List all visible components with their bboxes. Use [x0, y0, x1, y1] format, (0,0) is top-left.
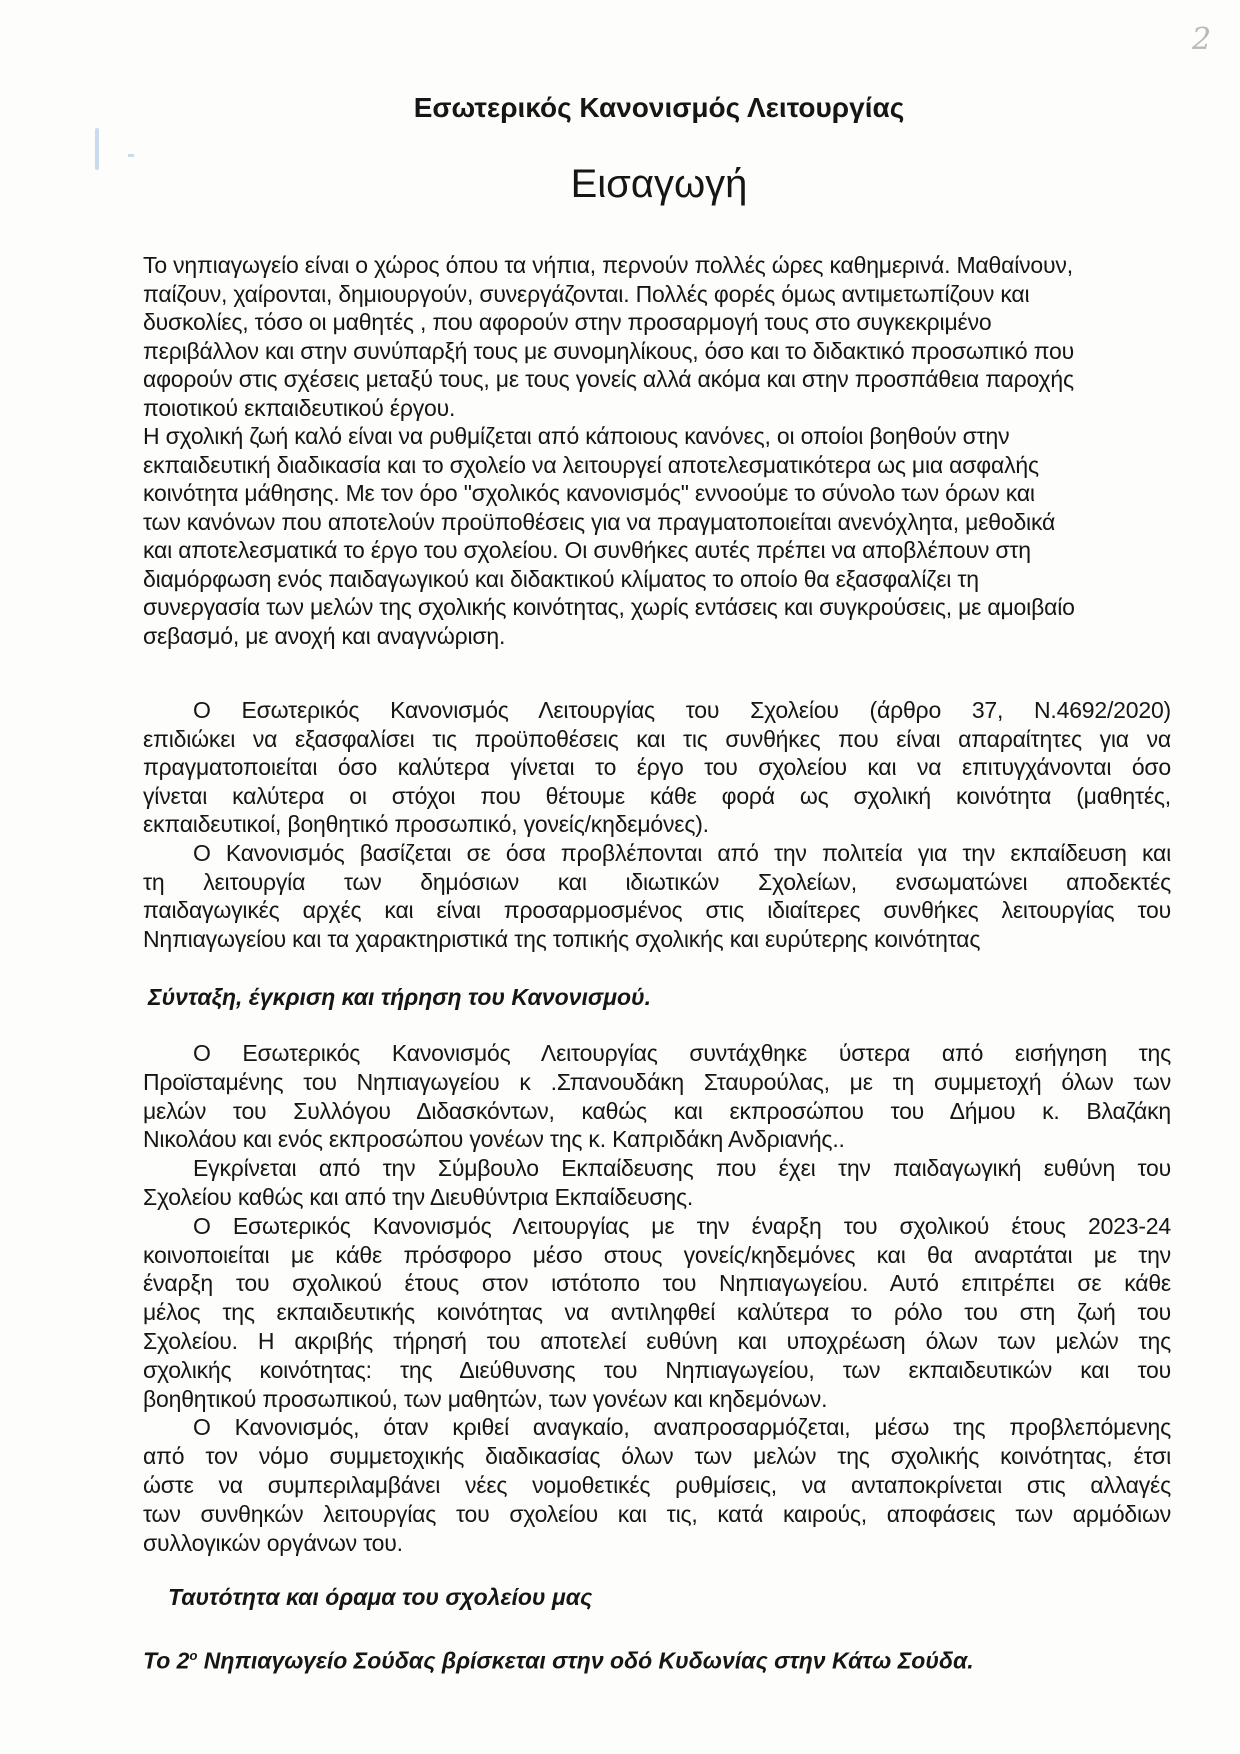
text-line: σεβασμό, με ανοχή και αναγνώριση.: [143, 622, 506, 649]
text-line: Ο Εσωτερικός Κανονισμός Λειτουργίας συντάχθηκε ύστερα από εισήγηση της: [193, 1040, 1171, 1066]
section-heading-composition: Σύνταξη, έγκριση και τήρηση του Κανονισμού.: [148, 984, 652, 1010]
text-line: και αποτελεσματικά το έργο του σχολείου. Οι συνθήκες αυτές πρέπει να αποβλέπουν στη: [143, 537, 1031, 563]
text-line: Η σχολική ζωή καλό είναι να ρυθμίζεται από κάποιους κανόνες, οι οποίοι βοηθούν στην: [143, 423, 1010, 449]
text-line: δυσκολίες, τόσο οι μαθητές , που αφορούν στην προσαρμογή τους στο συγκεκριμένο: [143, 309, 992, 335]
text-line: σχολικής κοινότητας: της Διεύθυνσης του Νηπιαγωγείου, των εκπαιδευτικών και του: [143, 1356, 1171, 1383]
text-line: γίνεται καλύτερα οι στόχοι που θέτουμε κάθε φορά ως σχολική κοινότητα (μαθητές,: [143, 782, 1171, 809]
text-line: των συνθηκών λειτουργίας του σχολείου και τις, κατά καιρούς, αποφάσεις των αρμόδιων: [143, 1500, 1171, 1527]
text-line: Σχολείου. Η ακριβής τήρησή του αποτελεί ευθύνη και υποχρέωση όλων των μελών της: [143, 1327, 1171, 1354]
text-line: ποιοτικού εκπαιδευτικού έργου.: [143, 394, 456, 421]
document-title: Εσωτερικός Κανονισμός Λειτουργίας: [413, 92, 905, 123]
text-line: πραγματοποιείται όσο καλύτερα γίνεται το έργο του σχολείου και να επιτυγχάνονται όσο: [143, 754, 1171, 781]
section-heading-introduction: Εισαγωγή: [570, 162, 748, 206]
text-line: παίζουν, χαίρονται, δημιουργούν, συνεργάζονται. Πολλές φορές όμως αντιμετωπίζουν και: [143, 280, 1030, 307]
text-line: έναρξη του σχολικού έτους στον ιστότοπο του Νηπιαγωγείου. Αυτό επιτρέπει σε κάθε: [143, 1270, 1171, 1297]
text-line: συνεργασία των μελών της σχολικής κοινότητας, χωρίς εντάσεις και συγκρούσεις, με αμοιβαίο: [143, 594, 1075, 620]
text-line: Ο Κανονισμός βασίζεται σε όσα προβλέπονται από την πολιτεία για την εκπαίδευση και: [193, 839, 1171, 866]
text-line: Ο Εσωτερικός Κανονισμός Λειτουργίας με την έναρξη του σχολικού έτους 2023-24: [193, 1212, 1171, 1239]
text-line: Το νηπιαγωγείο είναι ο χώρος όπου τα νήπια, περνούν πολλές ώρες καθημερινά. Μαθαίνουν,: [143, 252, 1073, 278]
text-line: Ο Κανονισμός, όταν κριθεί αναγκαίο, αναπροσαρμόζεται, μέσω της προβλεπόμενης: [193, 1414, 1171, 1441]
text-line: από τον νόμο συμμετοχικής διαδικασίας όλων των μελών της σχολικής κοινότητας, έτσι: [143, 1443, 1171, 1470]
text-line: επιδιώκει να εξασφαλίσει τις προϋποθέσεις και τις συνθήκες που είναι απαραίτητες για να: [143, 725, 1171, 752]
text-line: τη λειτουργία των δημόσιων και ιδιωτικών Σχολείων, ενσωματώνει αποδεκτές: [143, 868, 1171, 895]
text-line: ώστε να συμπεριλαμβάνει νέες νομοθετικές ρυθμίσεις, να ανταποκρίνεται στις αλλαγές: [143, 1471, 1171, 1498]
purpose-text: [143, 696, 1171, 953]
text-line: εκπαιδευτική διαδικασία και το σχολείο να λειτουργεί αποτελεσματικότερα ως μια ασφαλής: [143, 451, 1039, 478]
section-heading-identity: Ταυτότητα και όραμα του σχολείου μας: [168, 1584, 593, 1610]
page-number: 2: [1192, 22, 1212, 57]
school-location-statement: [143, 1642, 974, 1675]
text-line: συλλογικών οργάνων του.: [143, 1529, 403, 1556]
location-superscript: ο: [189, 1648, 198, 1663]
text-line: μελών του Συλλόγου Διδασκόντων, καθώς και εκπροσώπου του Δήμου κ. Βλαζάκη: [143, 1097, 1171, 1124]
text-line: Νικολάου και ενός εκπροσώπου γονέων της κ. Καπριδάκη Ανδριανής..: [143, 1126, 845, 1153]
text-line: κοινότητα μάθησης. Με τον όρο "σχολικός κανονισμός" εννοούμε το σύνολο των όρων και: [143, 480, 1035, 506]
text-line: βοηθητικού προσωπικού, των μαθητών, των γονέων και κηδεμόνων.: [143, 1385, 828, 1412]
text-line: Ο Εσωτερικός Κανονισμός Λειτουργίας του Σχολείου (άρθρο 37, Ν.4692/2020): [193, 697, 1171, 723]
composition-text: [143, 1039, 1171, 1557]
text-line: Προϊσταμένης του Νηπιαγωγείου κ .Σπανουδάκη Σταυρούλας, με τη συμμετοχή όλων των: [143, 1068, 1171, 1095]
text-line: διαμόρφωση ενός παιδαγωγικού και διδακτικού κλίματος το οποίο θα εξασφαλίζει τη: [143, 565, 979, 592]
text-line: κοινοποιείται με κάθε πρόσφορο μέσο στους γονείς/κηδεμόνες και θα αναρτάται με την: [143, 1241, 1171, 1268]
text-line: Σχολείου καθώς και από την Διευθύντρια Εκπαίδευσης.: [143, 1183, 694, 1210]
text-line: Νηπιαγωγείου και τα χαρακτηριστικά της τοπικής σχολικής και ευρύτερης κοινότητας: [143, 925, 981, 952]
text-line: αφορούν στις σχέσεις μεταξύ τους, με τους γονείς αλλά ακόμα και στην προσπάθεια παροχής: [143, 366, 1074, 392]
text-line: Εγκρίνεται από την Σύμβουλο Εκπαίδευσης που έχει την παιδαγωγική ευθύνη του: [193, 1155, 1171, 1182]
location-prefix: Το 2: [143, 1647, 190, 1674]
introduction-text: [143, 251, 1171, 650]
location-rest: Νηπιαγωγείο Σούδας βρίσκεται στην οδό Κυδωνίας στην Κάτω Σούδα.: [197, 1647, 974, 1674]
text-line: εκπαιδευτικοί, βοηθητικό προσωπικό, γονείς/κηδεμόνες).: [143, 811, 709, 838]
text-line: περιβάλλον και στην συνύπαρξή τους με συνομηλίκους, όσο και το διδακτικό προσωπικό που: [143, 337, 1074, 364]
text-line: παιδαγωγικές αρχές και είναι προσαρμοσμένος στις ιδιαίτερες συνθήκες λειτουργίας του: [143, 897, 1171, 924]
text-line: μέλος της εκπαιδευτικής κοινότητας να αντιληφθεί καλύτερα το ρόλο του στη ζωή του: [143, 1299, 1171, 1326]
text-line: των κανόνων που αποτελούν προϋποθέσεις για να πραγματοποιείται ανενόχλητα, μεθοδικά: [143, 508, 1056, 535]
scan-artifact: [128, 154, 134, 157]
